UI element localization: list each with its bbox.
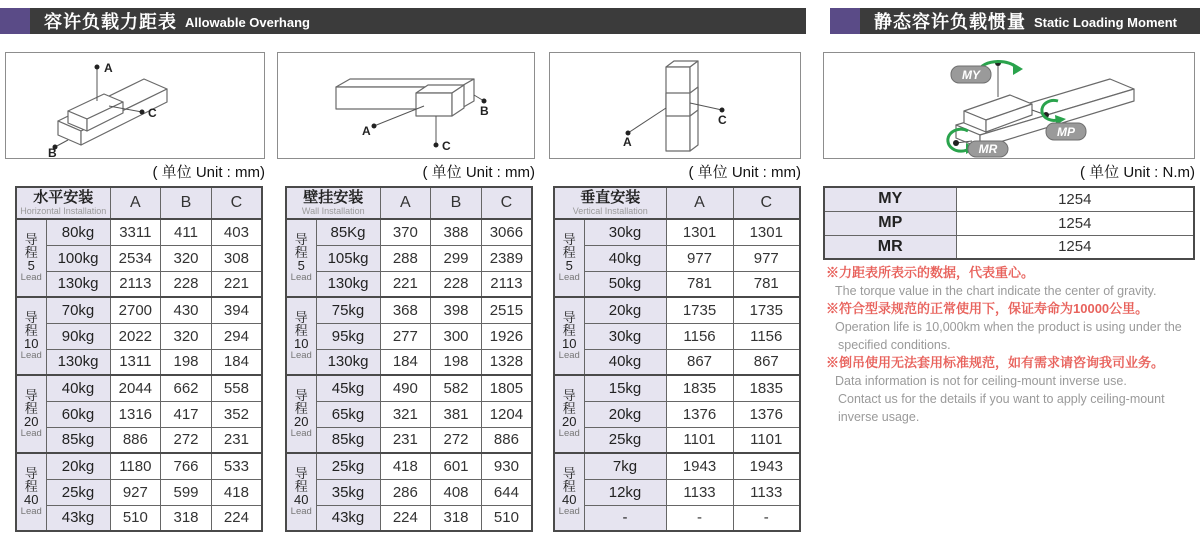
value-cell: 184: [211, 349, 262, 375]
value-cell: 300: [431, 323, 482, 349]
load-cell: 95kg: [316, 323, 380, 349]
moment-value: 1254: [956, 235, 1194, 259]
my-badge: [951, 66, 991, 83]
lead-cell: 导 程 5 Lead: [554, 219, 584, 297]
value-cell: 411: [161, 219, 212, 245]
value-cell: 1133: [666, 479, 733, 505]
note-en: Contact us for the details if you want to apply ceiling-mount: [838, 392, 1165, 406]
table-title-zh: 垂直安装: [580, 189, 641, 206]
rail-isometric-drawing: [278, 53, 534, 158]
section-header-allowable-overhang: [0, 8, 806, 34]
moment-value: 1254: [956, 211, 1194, 235]
load-cell: 70kg: [46, 297, 110, 323]
value-cell: 1328: [481, 349, 532, 375]
value-cell: 582: [431, 375, 482, 401]
load-cell: 25kg: [316, 453, 380, 479]
value-cell: 221: [380, 271, 431, 297]
load-cell: 80kg: [46, 219, 110, 245]
value-cell: 3066: [481, 219, 532, 245]
load-cell: 25kg: [584, 427, 666, 453]
load-cell: 65kg: [316, 401, 380, 427]
value-cell: 510: [110, 505, 161, 531]
value-cell: 927: [110, 479, 161, 505]
table-title-zh: 水平安装: [33, 189, 94, 206]
table-title-en: Wall Installation: [301, 206, 365, 216]
value-cell: 2113: [481, 271, 532, 297]
value-cell: 418: [211, 479, 262, 505]
note-en: inverse usage.: [838, 410, 920, 424]
value-cell: 1735: [666, 297, 733, 323]
col-header-a: A: [110, 187, 161, 219]
svg-text:MY: MY: [962, 68, 980, 82]
value-cell: 1101: [733, 427, 800, 453]
point-label-a: A: [362, 124, 371, 138]
load-cell: -: [584, 505, 666, 531]
value-cell: 1301: [666, 219, 733, 245]
load-cell: 30kg: [584, 323, 666, 349]
value-cell: 1735: [733, 297, 800, 323]
load-cell: 90kg: [46, 323, 110, 349]
load-cell: 85kg: [46, 427, 110, 453]
value-cell: 2389: [481, 245, 532, 271]
value-cell: 231: [211, 427, 262, 453]
value-cell: 1926: [481, 323, 532, 349]
moment-diagram: [823, 52, 1195, 159]
col-header-a: A: [666, 187, 733, 219]
value-cell: 1156: [733, 323, 800, 349]
note-en: Operation life is 10,000km when the product is using under the: [835, 320, 1182, 334]
wall-install-diagram: [277, 52, 535, 159]
value-cell: 198: [431, 349, 482, 375]
moment-label: MY: [824, 187, 956, 211]
value-cell: 930: [481, 453, 532, 479]
value-cell: 1204: [481, 401, 532, 427]
lead-cell: 导 程 10 Lead: [16, 297, 46, 375]
moment-label: MP: [824, 211, 956, 235]
lead-cell: 导 程 10 Lead: [554, 297, 584, 375]
mp-badge: [1046, 123, 1086, 140]
load-cell: 45kg: [316, 375, 380, 401]
value-cell: 368: [380, 297, 431, 323]
value-cell: 2044: [110, 375, 161, 401]
table-title-en: Horizontal Installation: [20, 206, 107, 216]
note-zh: ※符合型录规范的正常使用下，保证寿命为10000公里。: [826, 301, 1149, 316]
col-header-c: C: [481, 187, 532, 219]
value-cell: -: [666, 505, 733, 531]
value-cell: 1316: [110, 401, 161, 427]
note-zh: ※力距表所表示的数据，代表重心。: [826, 265, 1035, 280]
value-cell: 977: [666, 245, 733, 271]
value-cell: 2022: [110, 323, 161, 349]
value-cell: 184: [380, 349, 431, 375]
value-cell: 662: [161, 375, 212, 401]
load-cell: 130kg: [316, 271, 380, 297]
point-label-b: B: [48, 146, 57, 158]
load-cell: 20kg: [584, 297, 666, 323]
point-label-a: A: [104, 61, 113, 75]
load-cell: 40kg: [584, 245, 666, 271]
value-cell: 977: [733, 245, 800, 271]
lead-cell: 导 程 40 Lead: [286, 453, 316, 531]
horizontal-install-diagram: [5, 52, 265, 159]
value-cell: 321: [380, 401, 431, 427]
load-cell: 40kg: [584, 349, 666, 375]
value-cell: 224: [380, 505, 431, 531]
unit-label-mm: ( 单位 Unit : mm): [688, 164, 801, 181]
table-title-cell: [554, 187, 666, 219]
col-header-c: C: [733, 187, 800, 219]
moment-value: 1254: [956, 187, 1194, 211]
lead-cell: 导 程 20 Lead: [286, 375, 316, 453]
load-cell: 85kg: [316, 427, 380, 453]
value-cell: 867: [666, 349, 733, 375]
value-cell: 198: [161, 349, 212, 375]
moment-label: MR: [824, 235, 956, 259]
value-cell: 886: [481, 427, 532, 453]
load-cell: 25kg: [46, 479, 110, 505]
value-cell: 1180: [110, 453, 161, 479]
value-cell: 320: [161, 245, 212, 271]
value-cell: 221: [211, 271, 262, 297]
value-cell: 286: [380, 479, 431, 505]
point-label-c: C: [148, 106, 157, 120]
value-cell: 533: [211, 453, 262, 479]
lead-cell: 导 程 40 Lead: [16, 453, 46, 531]
value-cell: 2534: [110, 245, 161, 271]
vertical-install-diagram: [549, 52, 801, 159]
value-cell: 3311: [110, 219, 161, 245]
value-cell: 2113: [110, 271, 161, 297]
value-cell: 430: [161, 297, 212, 323]
value-cell: 381: [431, 401, 482, 427]
point-label-c: C: [442, 139, 451, 153]
table-title-en: Vertical Installation: [572, 206, 648, 216]
load-cell: 7kg: [584, 453, 666, 479]
lead-cell: 导 程 40 Lead: [554, 453, 584, 531]
load-cell: 43kg: [316, 505, 380, 531]
value-cell: 228: [431, 271, 482, 297]
value-cell: 1133: [733, 479, 800, 505]
value-cell: 1311: [110, 349, 161, 375]
unit-label-mm: ( 单位 Unit : mm): [422, 164, 535, 181]
value-cell: 1835: [666, 375, 733, 401]
value-cell: 1943: [733, 453, 800, 479]
rail-isometric-drawing: [6, 53, 264, 158]
value-cell: 601: [431, 453, 482, 479]
value-cell: 781: [733, 271, 800, 297]
point-label-c: C: [718, 113, 727, 127]
load-cell: 75kg: [316, 297, 380, 323]
value-cell: 417: [161, 401, 212, 427]
value-cell: 320: [161, 323, 212, 349]
lead-cell: 导 程 5 Lead: [16, 219, 46, 297]
load-cell: 50kg: [584, 271, 666, 297]
value-cell: 1805: [481, 375, 532, 401]
load-cell: 15kg: [584, 375, 666, 401]
value-cell: 299: [431, 245, 482, 271]
load-cell: 100kg: [46, 245, 110, 271]
value-cell: -: [733, 505, 800, 531]
col-header-b: B: [431, 187, 482, 219]
value-cell: 370: [380, 219, 431, 245]
value-cell: 781: [666, 271, 733, 297]
load-cell: 20kg: [584, 401, 666, 427]
value-cell: 599: [161, 479, 212, 505]
value-cell: 1156: [666, 323, 733, 349]
value-cell: 318: [431, 505, 482, 531]
value-cell: 231: [380, 427, 431, 453]
load-cell: 85Kg: [316, 219, 380, 245]
value-cell: 1376: [733, 401, 800, 427]
col-header-c: C: [211, 187, 262, 219]
value-cell: 510: [481, 505, 532, 531]
load-cell: 60kg: [46, 401, 110, 427]
point-label-a: A: [623, 135, 632, 149]
accent-block-icon: [0, 8, 30, 34]
value-cell: 886: [110, 427, 161, 453]
value-cell: 1376: [666, 401, 733, 427]
vertical-table: [553, 186, 801, 532]
value-cell: 398: [431, 297, 482, 323]
value-cell: 272: [161, 427, 212, 453]
value-cell: 1835: [733, 375, 800, 401]
load-cell: 105kg: [316, 245, 380, 271]
point-label-b: B: [480, 104, 489, 118]
value-cell: 277: [380, 323, 431, 349]
accent-block-icon: [830, 8, 860, 34]
load-cell: 40kg: [46, 375, 110, 401]
section-title-en: Allowable Overhang: [185, 15, 310, 30]
value-cell: 388: [431, 219, 482, 245]
load-cell: 130kg: [46, 271, 110, 297]
value-cell: 228: [161, 271, 212, 297]
note-en: The torque value in the chart indicate the center of gravity.: [835, 284, 1157, 298]
notes-block: [826, 264, 1200, 426]
col-header-b: B: [161, 187, 212, 219]
load-cell: 43kg: [46, 505, 110, 531]
unit-label-nm: ( 单位 Unit : N.m): [1080, 164, 1195, 181]
value-cell: 308: [211, 245, 262, 271]
load-cell: 35kg: [316, 479, 380, 505]
value-cell: 867: [733, 349, 800, 375]
note-zh: ※倒吊使用无法套用标准规范，如有需求请咨询我司业务。: [826, 355, 1165, 370]
value-cell: 403: [211, 219, 262, 245]
rail-isometric-drawing: [550, 53, 800, 158]
value-cell: 1101: [666, 427, 733, 453]
section-title-zh: 容许负载力距表: [44, 12, 177, 32]
horizontal-table: [15, 186, 263, 532]
load-cell: 12kg: [584, 479, 666, 505]
load-cell: 20kg: [46, 453, 110, 479]
value-cell: 272: [431, 427, 482, 453]
table-title-zh: 壁挂安装: [303, 189, 364, 206]
section-title-zh: 静态容许负载惯量: [874, 12, 1026, 32]
moment-isometric-drawing: [824, 53, 1194, 158]
lead-cell: 导 程 20 Lead: [16, 375, 46, 453]
value-cell: 224: [211, 505, 262, 531]
moment-table: [823, 186, 1195, 260]
value-cell: 418: [380, 453, 431, 479]
value-cell: 558: [211, 375, 262, 401]
lead-cell: 导 程 5 Lead: [286, 219, 316, 297]
svg-text:MR: MR: [978, 142, 998, 156]
value-cell: 2515: [481, 297, 532, 323]
value-cell: 644: [481, 479, 532, 505]
table-title-cell: [16, 187, 110, 219]
value-cell: 1301: [733, 219, 800, 245]
value-cell: 294: [211, 323, 262, 349]
value-cell: 2700: [110, 297, 161, 323]
table-title-cell: [286, 187, 380, 219]
value-cell: 318: [161, 505, 212, 531]
wall-table: [285, 186, 533, 532]
note-en: Data information is not for ceiling-mount inverse use.: [835, 374, 1127, 388]
value-cell: 490: [380, 375, 431, 401]
unit-label-mm: ( 单位 Unit : mm): [152, 164, 265, 181]
mr-badge: [968, 141, 1008, 157]
lead-cell: 导 程 10 Lead: [286, 297, 316, 375]
value-cell: 408: [431, 479, 482, 505]
lead-cell: 导 程 20 Lead: [554, 375, 584, 453]
col-header-a: A: [380, 187, 431, 219]
value-cell: 352: [211, 401, 262, 427]
value-cell: 766: [161, 453, 212, 479]
load-cell: 30kg: [584, 219, 666, 245]
note-en: specified conditions.: [838, 338, 951, 352]
load-cell: 130kg: [316, 349, 380, 375]
value-cell: 394: [211, 297, 262, 323]
load-cell: 130kg: [46, 349, 110, 375]
value-cell: 288: [380, 245, 431, 271]
section-header-static-loading-moment: [830, 8, 1200, 34]
value-cell: 1943: [666, 453, 733, 479]
svg-text:MP: MP: [1057, 125, 1075, 139]
section-title-en: Static Loading Moment: [1034, 15, 1177, 30]
